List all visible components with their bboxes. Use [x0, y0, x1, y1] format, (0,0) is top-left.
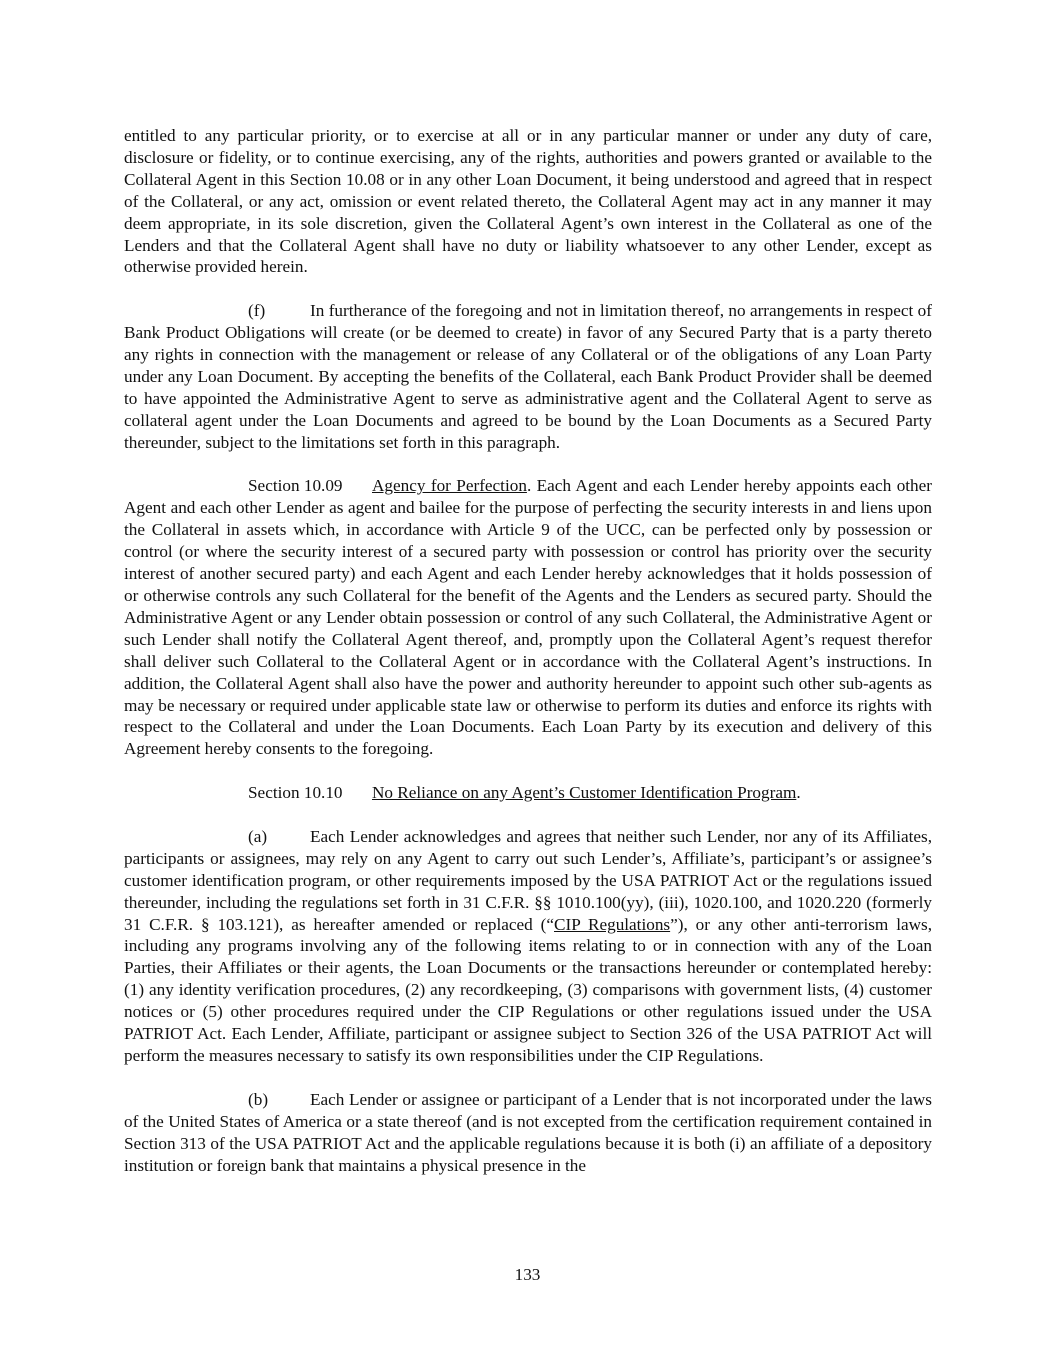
paragraph-b	[124, 1089, 932, 1177]
section-10-10-number: Section 10.10	[248, 783, 343, 803]
paragraph-f-label: (f)	[248, 301, 266, 321]
page-number: 133	[514, 1265, 541, 1284]
paragraph-a	[124, 826, 932, 1067]
section-10-10-trailing: .	[796, 783, 801, 803]
continuation-paragraph	[124, 125, 932, 278]
continuation-text: entitled to any particular priority, or to exercise at all or in any particular manner or under any duty of care, disclosure or fidelity, or to continue exercising, any of the rights, authorities and powers granted or available to the Collateral Agent in this Section 10.08 or in any other Loan Document, it being understood and agreed that in respect of the Collateral, or any act, omission or event related thereto, the Collateral Agent may act in any manner it may deem appropriate, in its sole discretion, given the Collateral Agent’s own interest in the Collateral as one of the Lenders and that the Collateral Agent shall have no duty or liability whatsoever to any other Lender, except as otherwise provided herein.	[124, 126, 932, 277]
paragraph-a-text-before: Each Lender acknowledges and agrees that neither such Lender, nor any of its Affiliates, participants or assignees, may rely on any Agent to carry out such Lender’s, Affiliate’s, participant’s or assignee’s customer identification program, or other requirements imposed by the USA PATRIOT Act or the regulations issued thereunder, including the regulations set forth in 31 C.F.R. §§ 1010.100(yy), (iii), 1020.100, and 1020.220 (formerly 31 C.F.R. § 103.121), as hereafter amended or replaced (“	[124, 826, 932, 934]
paragraph-a-label: (a)	[248, 826, 268, 846]
section-10-09-number: Section 10.09	[248, 476, 343, 496]
section-10-09-text: . Each Agent and each Lender hereby appoints each other Agent and each other Lender as agent and bailee for the purpose of perfecting the security interests in and liens upon the Collateral in assets which, in accordance with Article 9 of the UCC, can be perfected only by possession or control (or where the security interest of a secured party with possession or control has priority over the security interest of another secured party) and each Agent and each Lender hereby acknowledges that it holds possession of or otherwise controls any such Collateral for the benefit of the Agents and the Lenders as secured party. Should the Administrative Agent or any Lender obtain possession or control of any such Collateral, the Administrative Agent or such Lender shall notify the Collateral Agent thereof, and, promptly upon the Collateral Agent’s request therefor shall deliver such Collateral to the Collateral Agent or in accordance with the Collateral Agent’s instructions. In addition, the Collateral Agent shall also have the power and authority hereunder to appoint such other sub-agents as may be necessary or required under applicable state law or otherwise to perform its duties and enforce its rights with respect to the Collateral and under the Loan Documents. Each Loan Party by its execution and delivery of this Agreement hereby consents to the foregoing.	[124, 476, 933, 759]
paragraph-b-text: Each Lender or assignee or participant of a Lender that is not incorporated under the laws of the United States of America or a state thereof (and is not excepted from the certification requirement contained in Section 313 of the USA PATRIOT Act and the applicable regulations because it is both (i) an affiliate of a depository institution or foreign bank that maintains a physical presence in the	[124, 1089, 932, 1175]
section-10-09	[124, 475, 932, 760]
paragraph-a-text-after: ”), or any other anti-terrorism laws, including any programs involving any of the following items relating to or in connection with any of the Loan Parties, their Affiliates or their agents, the Loan Documents or the transactions hereunder or contemplated hereby: (1) any identity verification procedures, (2) any recordkeeping, (3) comparisons with government lists, (4) customer notices or (5) other procedures required under the CIP Regulations or other regulations issued under the USA PATRIOT Act. Each Lender, Affiliate, participant or assignee subject to Section 326 of the USA PATRIOT Act will perform the measures necessary to satisfy its own responsibilities under the CIP Regulations.	[124, 914, 932, 1065]
paragraph-f-text: In furtherance of the foregoing and not in limitation thereof, no arrangements in respect of Bank Product Obligations will create (or be deemed to create) in favor of any Secured Party that is a party thereto any rights in connection with the management or release of any Collateral or of the obligations of any Loan Party under any Loan Document. By accepting the benefits of the Collateral, each Bank Product Provider shall be deemed to have appointed the Administrative Agent to serve as administrative agent and the Collateral Agent to serve as collateral agent under the Loan Documents and agreed to be bound by the Loan Documents as a Secured Party thereunder, subject to the limitations set forth in this paragraph.	[124, 301, 932, 452]
paragraph-b-label: (b)	[248, 1089, 269, 1109]
document-page	[124, 125, 932, 1198]
paragraph-f	[124, 300, 932, 453]
section-10-10	[124, 782, 932, 804]
defined-term-cip-regulations: CIP Regulations	[554, 914, 671, 934]
section-10-09-heading: Agency for Perfection	[372, 476, 527, 496]
section-10-10-heading: No Reliance on any Agent’s Customer Identification Program	[372, 783, 797, 803]
